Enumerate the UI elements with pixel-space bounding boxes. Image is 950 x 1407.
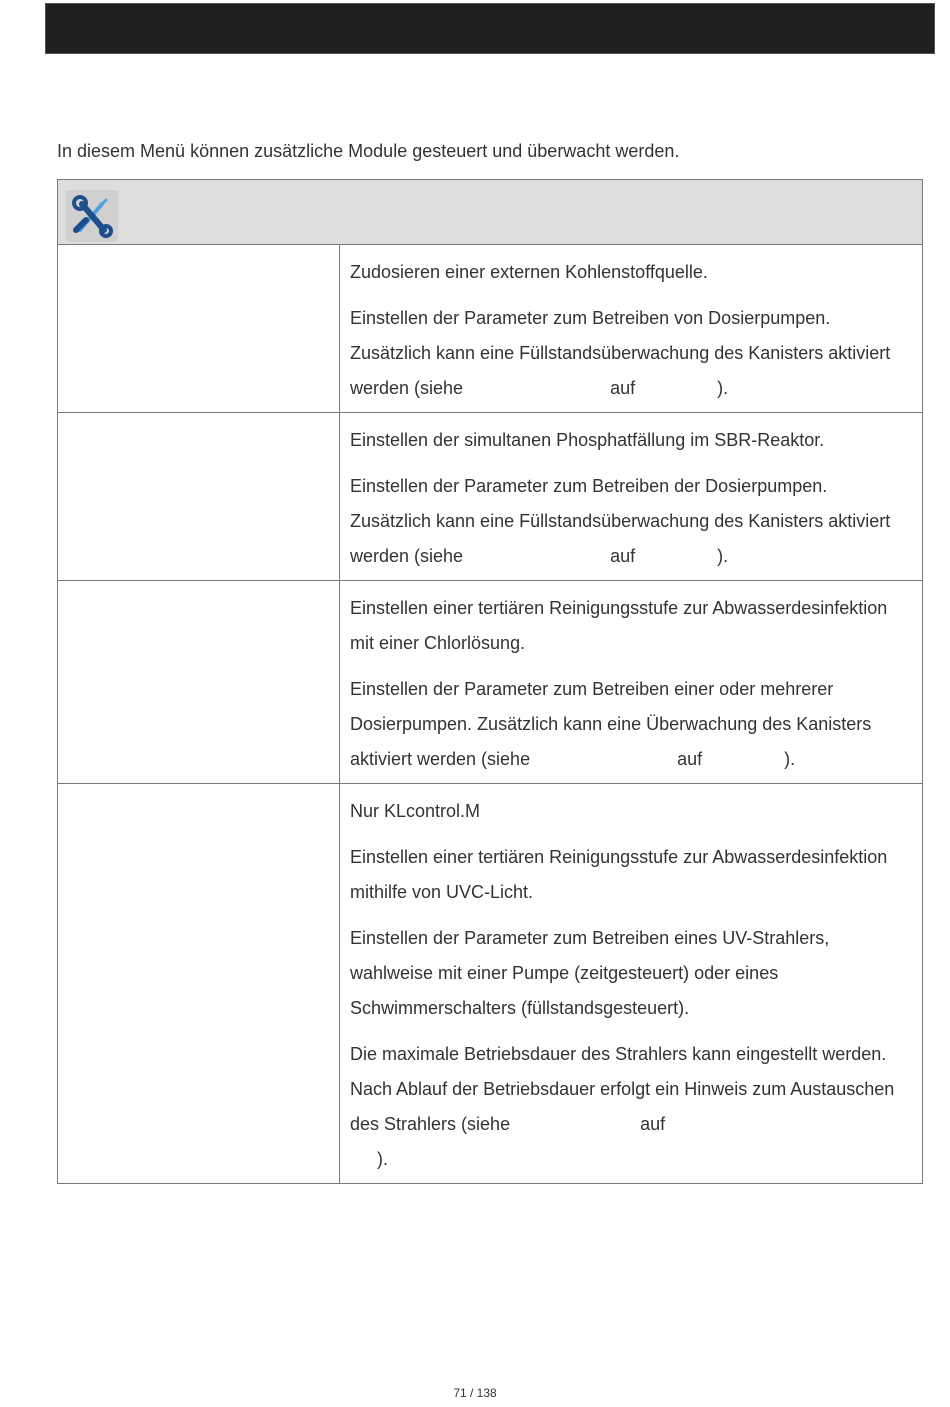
modules-table: [57, 179, 923, 1184]
reference-auf: auf: [610, 546, 636, 566]
reference-end: ).: [784, 749, 796, 769]
reference-auf: auf: [610, 378, 636, 398]
table-row: [58, 784, 922, 1183]
paragraph-text: Einstellen der Parameter zum Betreiben der Dosierpumpen. Zusätzlich kann eine Füllstandsüberwachung des Kanisters aktiviert werden (siehe: [350, 476, 891, 566]
reference-end: ).: [717, 546, 729, 566]
description-paragraph: Einstellen einer tertiären Reinigungsstufe zur Abwasserdesinfektion mit einer Chlorlösung.: [350, 598, 888, 653]
paragraph-text: Einstellen der Parameter zum Betreiben von Dosierpumpen. Zusätzlich kann eine Füllstandsüberwachung des Kanisters aktiviert werden (siehe: [350, 308, 891, 398]
reference-end: ).: [377, 1149, 388, 1169]
intro-text: In diesem Menü können zusätzliche Module gesteuert und überwacht werden.: [57, 141, 680, 161]
module-name-cell: [58, 245, 340, 412]
module-name-cell: [58, 784, 340, 1183]
description-paragraph: Einstellen der simultanen Phosphatfällung im SBR-Reaktor.: [350, 430, 825, 450]
table-row: [58, 581, 922, 784]
paragraph-text: Einstellen der Parameter zum Betreiben einer oder mehrerer Dosierpumpen. Zusätzlich kann eine Überwachung des Kanisters aktiviert werden (siehe: [350, 679, 872, 769]
module-name-cell: [58, 581, 340, 783]
description-paragraph: [350, 301, 912, 406]
description-paragraph: [350, 672, 912, 777]
description-paragraph: Nur KLcontrol.M: [350, 801, 481, 821]
module-description-cell: [340, 581, 922, 783]
reference-auf: auf: [640, 1114, 666, 1134]
description-paragraph: Zudosieren einer externen Kohlenstoffquelle.: [350, 262, 708, 282]
reference-auf: auf: [677, 749, 703, 769]
module-description-cell: [340, 245, 922, 412]
description-paragraph: [350, 469, 912, 574]
module-description-cell: [340, 413, 922, 580]
description-paragraph: Einstellen der Parameter zum Betreiben eines UV-Strahlers, wahlweise mit einer Pumpe (zeitgesteuert) oder eines Schwimmerschalters (füllstandsgesteuert).: [350, 928, 830, 1018]
description-paragraph: Einstellen einer tertiären Reinigungsstufe zur Abwasserdesinfektion mithilfe von UVC-Licht.: [350, 847, 888, 902]
wrench-screwdriver-icon: [66, 190, 118, 242]
page-number: 71 / 138: [453, 1386, 497, 1400]
page-header-bar: [45, 3, 935, 54]
table-row: [58, 413, 922, 581]
module-name-cell: [58, 413, 340, 580]
module-description-cell: [340, 784, 922, 1183]
paragraph-text: Die maximale Betriebsdauer des Strahlers kann eingestellt werden. Nach Ablauf der Betriebsdauer erfolgt ein Hinweis zum Austauschen des Strahlers (siehe: [350, 1044, 895, 1134]
table-row: [58, 245, 922, 413]
reference-end: ).: [717, 378, 729, 398]
table-header: [58, 180, 922, 245]
description-paragraph: [350, 1037, 912, 1177]
